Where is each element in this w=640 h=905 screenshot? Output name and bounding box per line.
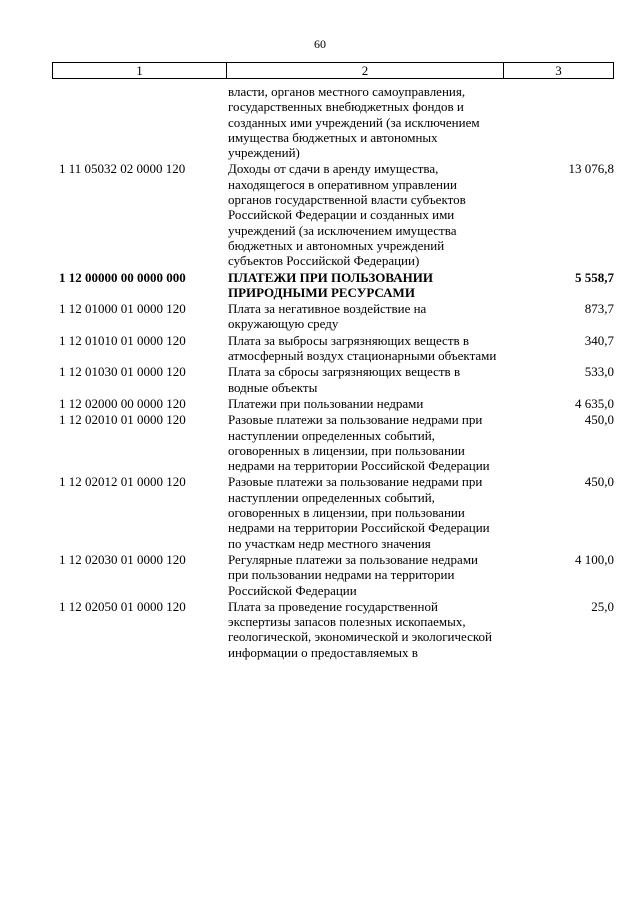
table-row xyxy=(52,364,614,395)
row-name: Регулярные платежи за пользование недрами при пользовании недрами на территории Российской Федерации xyxy=(228,551,478,598)
table-body xyxy=(52,84,614,661)
row-amount: 4 635,0 xyxy=(575,395,614,411)
row-amount: 873,7 xyxy=(584,301,614,317)
row-code: 1 12 02012 01 0000 120 xyxy=(59,474,186,490)
row-name: Доходы от сдачи в аренду имущества, находящегося в оперативном управлении органов государственной власти субъектов Российской Федерации и созданных ими учреждений (за исключением имущества бюджетных и автономных учреждений субъектов Российской Федерации) xyxy=(228,161,466,269)
table-row-section-total xyxy=(52,270,614,301)
table-row xyxy=(52,333,614,364)
row-code: 1 12 02000 00 0000 120 xyxy=(59,395,186,411)
table-row xyxy=(52,412,614,473)
row-code: 1 12 01010 01 0000 120 xyxy=(59,332,186,348)
table-row xyxy=(52,552,614,598)
row-amount: 450,0 xyxy=(584,474,614,490)
table-row xyxy=(52,84,614,160)
table-row xyxy=(52,599,614,660)
row-amount: 533,0 xyxy=(584,364,614,380)
row-name: Платежи при пользовании недрами xyxy=(228,395,424,411)
row-name: ПЛАТЕЖИ ПРИ ПОЛЬЗОВАНИИ ПРИРОДНЫМИ РЕСУРСАМИ xyxy=(228,269,433,300)
row-code xyxy=(52,84,225,160)
row-name: власти, органов местного самоуправления, государственных внебюджетных фондов и созданных ими учреждений (за исключением имущества бюджетных и автономных учреждений) xyxy=(228,84,480,161)
table-row xyxy=(52,161,614,268)
row-amount xyxy=(501,84,614,160)
row-name: Плата за выбросы загрязняющих веществ в атмосферный воздух стационарными объектами xyxy=(228,332,497,364)
row-amount: 13 076,8 xyxy=(568,161,614,177)
row-code: 1 12 01000 01 0000 120 xyxy=(59,301,186,317)
row-amount: 340,7 xyxy=(584,332,614,348)
row-name: Плата за сбросы загрязняющих веществ в водные объекты xyxy=(228,364,461,395)
column-header-2: 2 xyxy=(227,63,504,78)
row-amount: 25,0 xyxy=(591,598,614,614)
row-code: 1 12 02030 01 0000 120 xyxy=(59,551,186,567)
row-code: 1 12 00000 00 0000 000 xyxy=(59,269,186,285)
row-name: Разовые платежи за пользование недрами при наступлении определенных событий, оговоренных в лицензии, при пользовании недрами на территории Российской Федерации xyxy=(228,412,490,474)
page-number: 60 xyxy=(314,37,326,51)
row-code: 1 12 01030 01 0000 120 xyxy=(59,364,186,380)
column-header-3: 3 xyxy=(555,63,562,78)
row-code: 1 12 02010 01 0000 120 xyxy=(59,412,186,428)
column-header-1: 1 xyxy=(53,63,227,78)
row-amount: 450,0 xyxy=(584,412,614,428)
row-name: Разовые платежи за пользование недрами при наступлении определенных событий, оговоренных в лицензии, при пользовании недрами на территории Российской Федерации по участкам недр местного значения xyxy=(228,474,490,551)
table-header xyxy=(52,62,614,79)
table-row xyxy=(52,474,614,550)
table-row xyxy=(52,396,614,411)
row-amount: 5 558,7 xyxy=(575,269,614,285)
row-code: 1 11 05032 02 0000 120 xyxy=(59,161,186,177)
row-name: Плата за негативное воздействие на окружающую среду xyxy=(228,301,427,332)
row-name: Плата за проведение государственной экспертизы запасов полезных ископаемых, геологической, экономической и экологической информации о предоставляемых в xyxy=(228,598,493,660)
row-amount: 4 100,0 xyxy=(575,551,614,567)
row-code: 1 12 02050 01 0000 120 xyxy=(59,598,186,614)
table-row xyxy=(52,301,614,332)
